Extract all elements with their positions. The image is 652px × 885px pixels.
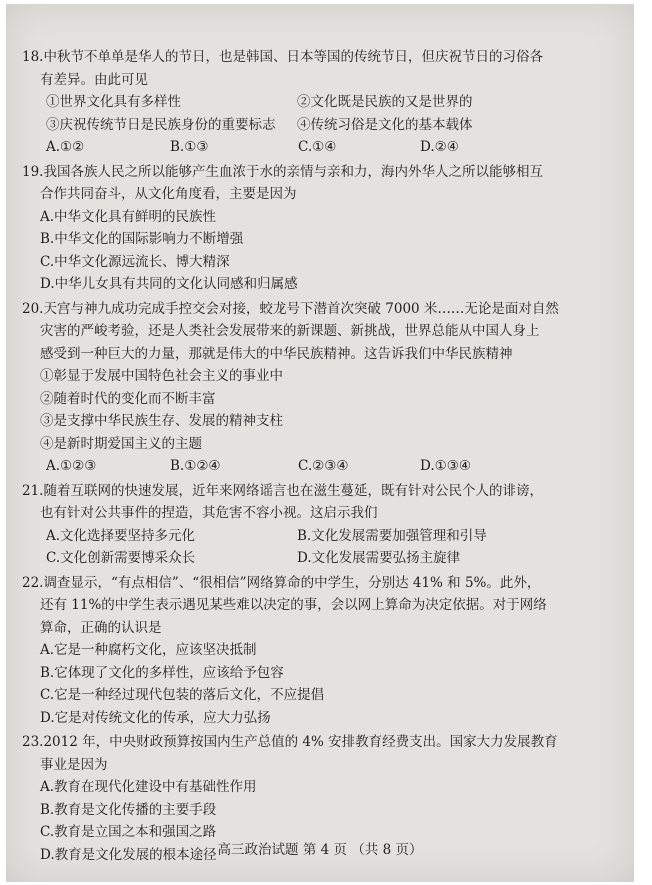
statement: ②随着时代的变化而不断丰富: [40, 390, 216, 407]
choice-d: D.①③④: [420, 458, 471, 474]
statement: ④传统习俗是文化的基本载体: [297, 116, 473, 133]
choice-d: D.②④: [420, 139, 459, 155]
option-b: B.文化发展需要加强管理和引导: [297, 527, 487, 544]
option-c: C.文化创新需要博采众长: [46, 550, 196, 566]
option-d: D.中华儿女具有共同的文化认同感和归属感: [40, 276, 298, 292]
option-a: A.中华文化具有鲜明的民族性: [40, 208, 217, 225]
option-row: [22, 525, 612, 548]
question-18: [22, 46, 612, 159]
statement: ①彰显于发展中国特色社会主义的事业中: [40, 368, 283, 384]
question-21: [22, 480, 612, 570]
question-stem-line: 有差异。由此可见: [40, 71, 148, 88]
question-stem-line: 也有针对公共事件的捏造，其危害不容小视。这启示我们: [40, 505, 378, 521]
question-19: [22, 161, 612, 296]
choice-b: B.①③: [170, 139, 209, 155]
option-a: A.教育在现代化建设中有基础性作用: [40, 779, 257, 795]
statement-row: [22, 114, 612, 137]
questions-area: [22, 46, 612, 868]
choice-row: [22, 455, 612, 478]
option-d: D.它是对传统文化的传承，应大力弘扬: [40, 709, 271, 726]
option-d: D.文化发展需要弘扬主旋律: [297, 550, 461, 566]
question-stem-line: 19.我国各族人民之所以能够产生血浓于水的亲情与亲和力，海内外华人之所以能够相互: [22, 163, 543, 180]
question-stem-line: 算命，正确的认识是: [40, 619, 162, 636]
question-stem-line: 23.2012 年，中央财政预算按国内生产总值的 4% 安排教育经费支出。国家大力发展教育: [22, 734, 558, 750]
statement: ④是新时期爱国主义的主题: [40, 435, 202, 452]
page-footer: 高三政治试题 第 4 页 （共 8 页）: [217, 842, 423, 858]
statement: ③庆祝传统节日是民族身份的重要标志: [46, 116, 276, 133]
choice-a: A.①②③: [46, 458, 97, 474]
question-stem-line: 合作共同奋斗，从文化角度看，主要是因为: [40, 186, 297, 202]
statement-row: [22, 91, 612, 114]
statement: ①世界文化具有多样性: [46, 94, 181, 110]
choice-row: [22, 136, 612, 159]
option-d: D.教育是文化发展的根本途径: [40, 846, 217, 863]
option-c: C.它是一种经过现代包装的落后文化，不应提倡: [40, 687, 325, 703]
choice-a: A.①②: [46, 139, 85, 155]
question-stem-line: 事业是因为: [40, 756, 108, 773]
question-stem-line: 感受到一种巨大的力量，那就是伟大的中华民族精神。这告诉我们中华民族精神: [40, 345, 513, 362]
question-stem-line: 20.天宫与神九成功完成手控交会对接，蛟龙号下潜首次突破 7000 米……无论是面对自然: [22, 300, 559, 317]
option-c: C.教育是立国之本和强国之路: [40, 824, 217, 840]
choice-c: C.①④: [298, 139, 337, 155]
question-stem-line: 22.调查显示，“有点相信”、“很相信”网络算命的中学生，分别达 41% 和 5%。此外，: [22, 574, 541, 591]
question-stem-line: 21.随着互联网的快速发展，近年来网络谣言也在滋生蔓延，既有针对公民个人的诽谤，: [22, 482, 543, 499]
question-stem-line: 18.中秋节不单单是华人的节日，也是韩国、日本等国的传统节日，但庆祝节日的习俗各: [22, 49, 543, 65]
question-stem-line: 还有 11%的中学生表示遇见某些难以决定的事，会以网上算命为决定依据。对于网络: [40, 597, 547, 613]
statement: ③是支撑中华民族生存、发展的精神支柱: [40, 413, 283, 429]
exam-page: [6, 4, 634, 882]
option-row: [22, 547, 612, 570]
question-20: [22, 298, 612, 478]
option-c: C.中华文化源远流长、博大精深: [40, 253, 230, 270]
question-22: [22, 572, 612, 730]
question-stem-line: 灾害的严峻考验，还是人类社会发展带来的新课题、新挑战，世界总能从中国人身上: [40, 323, 540, 339]
option-b: B.中华文化的国际影响力不断增强: [40, 231, 244, 247]
statement: ②文化既是民族的又是世界的: [297, 94, 473, 110]
option-b: B.它体现了文化的多样性，应该给予包容: [40, 664, 284, 681]
option-a: A.它是一种腐朽文化，应该坚决抵制: [40, 642, 257, 658]
choice-b: B.①②④: [170, 458, 221, 474]
option-b: B.教育是文化传播的主要手段: [40, 801, 217, 818]
choice-c: C.②③④: [298, 458, 349, 474]
option-a: A.文化选择要坚持多元化: [46, 527, 196, 544]
